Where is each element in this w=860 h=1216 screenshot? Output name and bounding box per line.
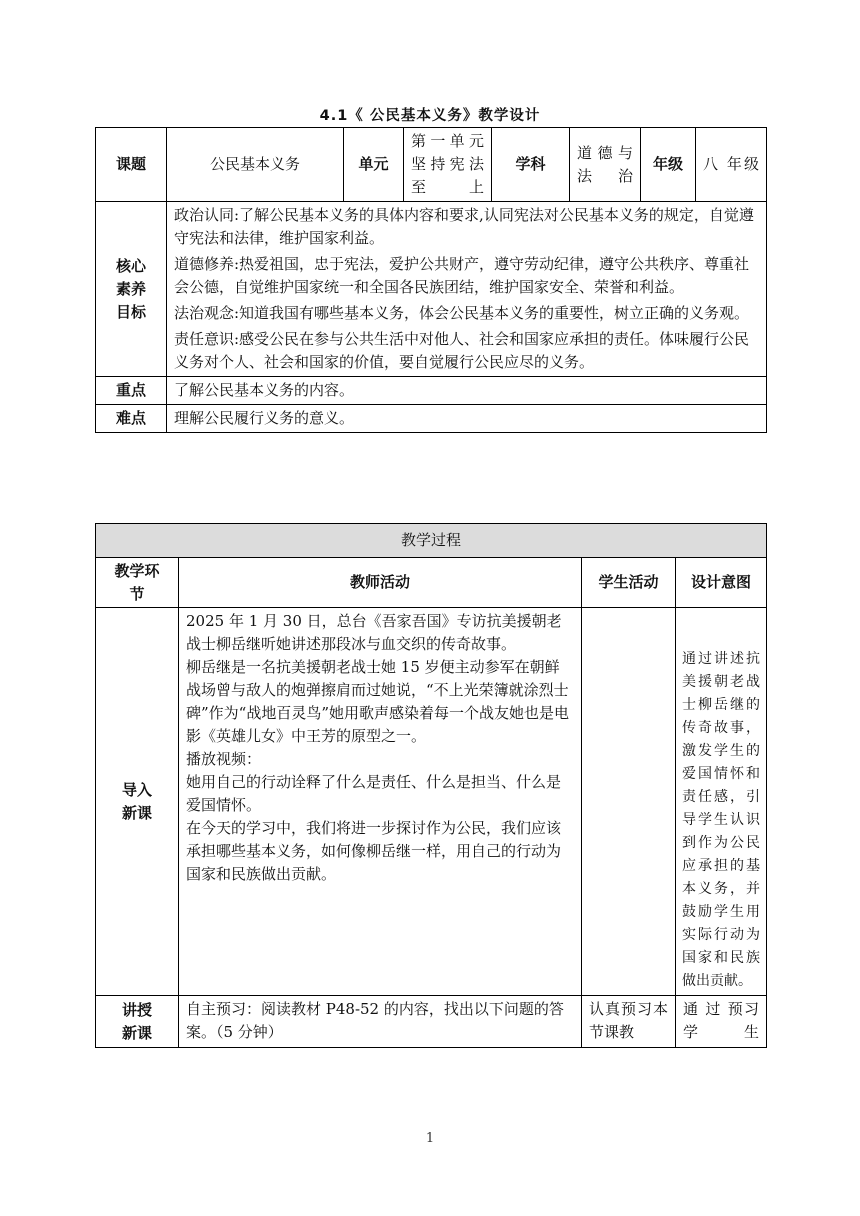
core-paragraph: 政治认同:了解公民基本义务的具体内容和要求,认同宪法对公民基本义务的规定，自觉遵守宪法和法律，维护国家利益。	[174, 206, 754, 247]
design-cell: 通过讲述抗美援朝老战士柳岳继的传奇故事，激发学生的爱国情怀和责任感，引导学生认识到作为公民应承担的基本义务，并鼓励学生用实际行动为国家和民族做出贡献。	[676, 608, 767, 996]
subject-label: 学科	[492, 128, 570, 202]
topic-label: 课题	[96, 128, 167, 202]
core-content	[167, 202, 767, 377]
info-table	[95, 127, 767, 433]
process-row-intro	[96, 608, 767, 996]
process-title-row	[96, 524, 767, 558]
difficulty-label: 难点	[96, 405, 167, 433]
teacher-cell	[179, 608, 582, 996]
info-row	[96, 128, 767, 202]
key-point-label: 重点	[96, 377, 167, 405]
stage-cell: 导入新课	[96, 608, 179, 996]
key-point-row	[96, 377, 767, 405]
header-stage: 教学环节	[96, 558, 179, 608]
core-label: 核心素养目标	[96, 202, 167, 377]
document-title: 4.1《 公民基本义务》教学设计	[319, 108, 541, 124]
teacher-paragraph: 2025 年 1 月 30 日，总台《吾家吾国》专访抗美援朝老战士柳岳继听她讲述那段冰与血交织的传奇故事。	[186, 612, 562, 653]
process-row-lecture	[96, 996, 767, 1048]
subject-value: 道德与法治	[570, 128, 641, 202]
unit-label: 单元	[344, 128, 404, 202]
key-point-value: 了解公民基本义务的内容。	[167, 377, 767, 405]
grade-label: 年级	[641, 128, 696, 202]
header-design: 设计意图	[676, 558, 767, 608]
grade-value: 八 年级	[696, 128, 767, 202]
core-paragraph: 法治观念:知道我国有哪些基本义务，体会公民基本义务的重要性，树立正确的义务观。	[174, 304, 750, 322]
teacher-paragraph: 柳岳继是一名抗美援朝老战士她 15 岁便主动参军在朝鲜战场曾与敌人的炮弹擦肩而过她说，“不上光荣簿就涂烈士碑”作为“战地百灵鸟”她用歌声感染着每一个战友她也是电影《英雄儿女》中王芳的原型之一。	[186, 658, 570, 745]
difficulty-value: 理解公民履行义务的意义。	[167, 405, 767, 433]
teacher-paragraph: 在今天的学习中，我们将进一步探讨作为公民，我们应该承担哪些基本义务，如何像柳岳继一样，用自己的行动为国家和民族做出贡献。	[186, 819, 562, 883]
core-paragraph: 道德修养:热爱祖国，忠于宪法，爱护公共财产，遵守劳动纪律，遵守公共秩序、尊重社会公德，自觉维护国家统一和全国各民族团结，维护国家安全、荣誉和利益。	[174, 255, 750, 296]
page-number: 1	[425, 1131, 435, 1146]
student-cell: 认真预习本节课教	[582, 996, 676, 1048]
teacher-paragraph: 播放视频：	[186, 750, 262, 768]
teacher-cell: 自主预习：阅读教材 P48-52 的内容，找出以下问题的答案。（5 分钟）	[179, 996, 582, 1048]
core-paragraph: 责任意识:感受公民在参与公共生活中对他人、社会和国家应承担的责任。体味履行公民义务对个人、社会和国家的价值，要自觉履行公民应尽的义务。	[174, 330, 750, 371]
process-title: 教学过程	[96, 524, 767, 558]
teacher-paragraph: 她用自己的行动诠释了什么是责任、什么是担当、什么是爱国情怀。	[186, 773, 562, 814]
header-student: 学生活动	[582, 558, 676, 608]
unit-value: 第一单元 坚持宪法至上	[404, 128, 492, 202]
topic-value: 公民基本义务	[167, 128, 344, 202]
design-cell: 通 过 预习 学 生	[676, 996, 767, 1048]
student-cell	[582, 608, 676, 996]
header-teacher: 教师活动	[179, 558, 582, 608]
stage-cell: 讲授新课	[96, 996, 179, 1048]
core-row	[96, 202, 767, 377]
process-header-row	[96, 558, 767, 608]
process-table	[95, 523, 767, 1048]
difficulty-row	[96, 405, 767, 433]
